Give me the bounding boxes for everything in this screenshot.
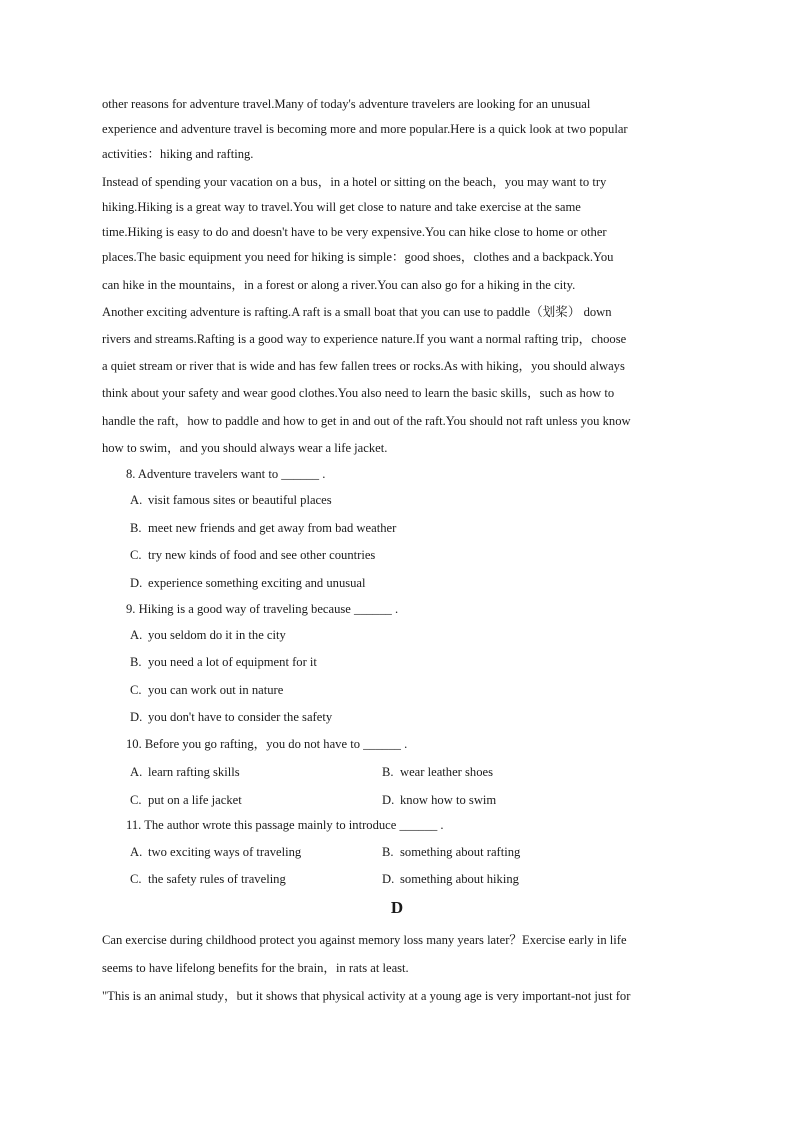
option-letter: B. — [382, 845, 394, 859]
question-11-option-d — [382, 871, 519, 887]
option-text: something about rafting — [400, 845, 521, 859]
option-text: know how to swim — [400, 793, 497, 807]
option-text: you can work out in nature — [148, 683, 284, 697]
question-8-option-b — [130, 520, 396, 536]
passage-line: experience and adventure travel is becoming more and more popular.Here is a quick look at two popular — [102, 122, 628, 136]
question-11-option-a — [130, 844, 301, 860]
question-9-option-a — [130, 627, 286, 643]
question-10-option-a — [130, 764, 240, 780]
passage-line: time.Hiking is easy to do and doesn't have to be very expensive.You can hike close to home or other — [102, 225, 607, 239]
question-10-option-c — [130, 792, 242, 808]
question-10-option-d — [382, 792, 496, 808]
option-text: try new kinds of food and see other countries — [148, 548, 376, 562]
option-text: learn rafting skills — [148, 765, 240, 779]
option-letter: A. — [130, 628, 143, 642]
passage-line: handle the raft，how to paddle and how to get in and out of the raft.You should not raft unless you know — [102, 414, 631, 428]
option-letter: D. — [382, 793, 395, 807]
option-letter: D. — [130, 576, 143, 590]
option-letter: A. — [130, 765, 143, 779]
option-letter: C. — [130, 548, 142, 562]
option-letter: C. — [130, 793, 142, 807]
option-text: meet new friends and get away from bad weather — [148, 521, 397, 535]
question-9-stem: 9. Hiking is a good way of traveling because ______ . — [126, 602, 399, 616]
passage-line: activities：hiking and rafting. — [102, 147, 254, 161]
option-text: the safety rules of traveling — [148, 872, 286, 886]
option-letter: C. — [130, 872, 142, 886]
option-text: you seldom do it in the city — [148, 628, 286, 642]
option-text: experience something exciting and unusual — [148, 576, 366, 590]
passage-line: places.The basic equipment you need for hiking is simple：good shoes，clothes and a backpack.You — [102, 250, 614, 264]
question-11-stem: 11. The author wrote this passage mainly to introduce ______ . — [126, 818, 444, 832]
passage-line: other reasons for adventure travel.Many of today's adventure travelers are looking for an unusual — [102, 97, 591, 111]
passage-line: Instead of spending your vacation on a bus，in a hotel or sitting on the beach，you may want to try — [102, 175, 607, 189]
option-text: visit famous sites or beautiful places — [148, 493, 332, 507]
section-heading: D — [390, 898, 404, 917]
option-letter: B. — [130, 655, 142, 669]
question-11-option-b — [382, 844, 520, 860]
option-text: something about hiking — [400, 872, 519, 886]
option-letter: A. — [130, 845, 143, 859]
passage-line: hiking.Hiking is a great way to travel.You will get close to nature and take exercise at the same — [102, 200, 581, 214]
option-letter: B. — [382, 765, 394, 779]
passage-line: a quiet stream or river that is wide and has few fallen trees or rocks.As with hiking，you should always — [102, 359, 625, 373]
question-11-option-c — [130, 871, 286, 887]
option-text: two exciting ways of traveling — [148, 845, 302, 859]
question-9-option-c — [130, 682, 283, 698]
question-9-option-d — [130, 709, 332, 725]
option-text: you need a lot of equipment for it — [148, 655, 317, 669]
question-8-option-c — [130, 547, 375, 563]
passage-line: think about your safety and wear good clothes.You also need to learn the basic skills，such as how to — [102, 386, 615, 400]
question-9-option-b — [130, 654, 317, 670]
option-text: wear leather shoes — [400, 765, 494, 779]
question-8-stem: 8. Adventure travelers want to ______ . — [126, 467, 326, 481]
option-text: put on a life jacket — [148, 793, 242, 807]
passage-line: Can exercise during childhood protect you against memory loss many years later？Exercise early in life — [102, 933, 627, 947]
question-8-option-a — [130, 492, 332, 508]
option-letter: D. — [382, 872, 395, 886]
option-text: you don't have to consider the safety — [148, 710, 333, 724]
option-letter: D. — [130, 710, 143, 724]
question-8-option-d — [130, 575, 366, 591]
option-letter: C. — [130, 683, 142, 697]
question-10-stem: 10. Before you go rafting，you do not have to ______ . — [126, 737, 408, 751]
passage-line: how to swim，and you should always wear a life jacket. — [102, 441, 388, 455]
question-10-option-b — [382, 764, 493, 780]
option-letter: B. — [130, 521, 142, 535]
passage-line: can hike in the mountains，in a forest or along a river.You can also go for a hiking in the city. — [102, 278, 576, 292]
passage-line: "This is an animal study，but it shows that physical activity at a young age is very important-not just for — [102, 989, 631, 1003]
option-letter: A. — [130, 493, 143, 507]
passage-line: seems to have lifelong benefits for the brain，in rats at least. — [102, 961, 409, 975]
passage-line: Another exciting adventure is rafting.A raft is a small boat that you can use to paddle（划桨） down — [102, 305, 612, 319]
passage-line: rivers and streams.Rafting is a good way to experience nature.If you want a normal rafting trip，choose — [102, 332, 627, 346]
